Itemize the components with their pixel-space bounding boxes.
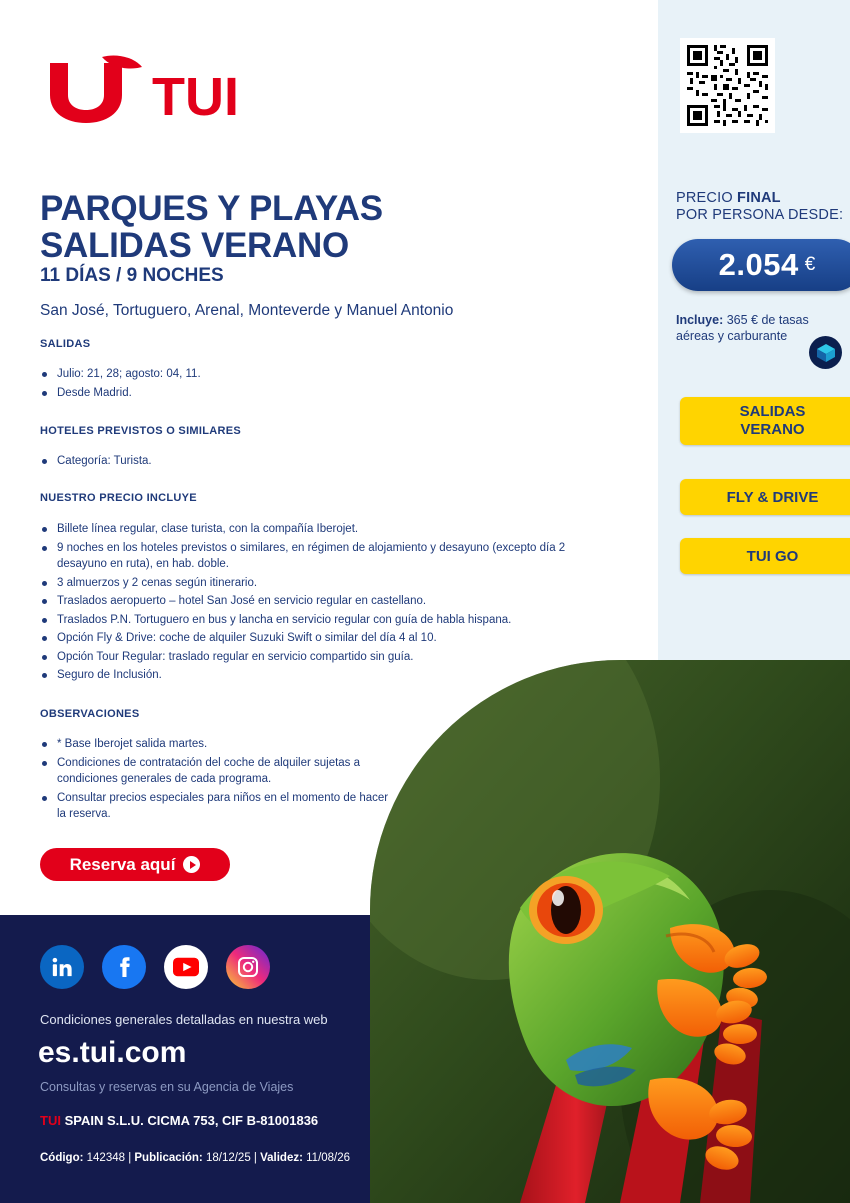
facebook-icon[interactable] — [102, 945, 146, 989]
reserve-button-label: Reserva aquí — [69, 854, 176, 874]
instagram-icon[interactable] — [226, 945, 270, 989]
trip-destinations: San José, Tortuguero, Arenal, Monteverde y Manuel Antonio — [40, 302, 454, 319]
price-label — [676, 190, 843, 224]
section-list-salidas — [40, 366, 600, 403]
footer-pub-value: 18/12/25 | — [202, 1152, 261, 1164]
qr-code-icon[interactable] — [680, 38, 775, 133]
list-item: Desde Madrid. — [40, 385, 600, 402]
price-amount: 2.054 — [718, 247, 799, 282]
list-item: Categoría: Turista. — [40, 453, 600, 470]
section-list-precio-incluye — [40, 521, 600, 686]
price-label-line2: POR PERSONA DESDE: — [676, 207, 844, 223]
page-title-line1: PARQUES Y PLAYAS — [40, 189, 383, 228]
footer-code-value: 142348 | — [83, 1152, 135, 1164]
list-item: Julio: 21, 28; agosto: 04, 11. — [40, 366, 600, 383]
page-title — [40, 190, 640, 264]
list-item: Billete línea regular, clase turista, con la compañía Iberojet. — [40, 521, 600, 538]
footer-legal — [40, 1113, 318, 1128]
tag-fly-and-drive[interactable]: FLY & DRIVE — [680, 479, 850, 515]
price-badge — [672, 239, 850, 291]
list-item: Condiciones de contratación del coche de alquiler sujetas a condiciones generales de cada programa. — [40, 755, 400, 788]
list-item: 3 almuerzos y 2 cenas según itinerario. — [40, 575, 600, 592]
trip-duration: 11 DÍAS / 9 NOCHES — [40, 265, 224, 286]
footer-conditions: Condiciones generales detalladas en nuestra web — [40, 1012, 328, 1027]
section-heading-hoteles: HOTELES PREVISTOS O SIMILARES — [40, 425, 242, 437]
social-links — [40, 945, 270, 989]
footer-legal-brand: TUI — [40, 1113, 61, 1128]
price-currency: € — [804, 254, 816, 275]
list-item: Traslados aeropuerto – hotel San José en servicio regular en castellano. — [40, 593, 600, 610]
list-item: * Base Iberojet salida martes. — [40, 736, 400, 753]
price-label-line1-bold: FINAL — [737, 190, 781, 206]
page-title-line2: SALIDAS VERANO — [40, 226, 349, 265]
section-list-hoteles — [40, 453, 600, 472]
tag-salidas-verano-line2: VERANO — [740, 421, 805, 438]
seal-icon — [809, 336, 842, 369]
youtube-icon[interactable] — [164, 945, 208, 989]
section-heading-observaciones: OBSERVACIONES — [40, 708, 140, 720]
footer-url[interactable]: es.tui.com — [38, 1036, 187, 1069]
tag-salidas-verano-line1: SALIDAS — [739, 403, 806, 420]
includes-label: Incluye: — [676, 313, 724, 327]
footer-agency: Consultas y reservas en su Agencia de Viajes — [40, 1080, 294, 1094]
tag-salidas-verano[interactable] — [680, 397, 850, 445]
linkedin-icon[interactable] — [40, 945, 84, 989]
section-heading-precio-incluye: NUESTRO PRECIO INCLUYE — [40, 492, 197, 504]
footer-code-line — [40, 1152, 350, 1164]
footer-code-label: Código: — [40, 1152, 84, 1164]
frog-photo — [370, 660, 850, 1203]
list-item: Consultar precios especiales para niños en el momento de hacer la reserva. — [40, 790, 400, 823]
section-list-observaciones — [40, 736, 400, 825]
list-item: 9 noches en los hoteles previstos o similares, en régimen de alojamiento y desayuno (excepto día 2 desayuno en ruta), en hab. doble. — [40, 540, 600, 573]
list-item: Seguro de Inclusión. — [40, 667, 600, 684]
footer-legal-text: SPAIN S.L.U. CICMA 753, CIF B-81001836 — [60, 1113, 319, 1128]
footer-validity-value: 11/08/26 — [302, 1152, 351, 1164]
tui-logo — [42, 55, 262, 130]
includes-text: 365 € de tasas aéreas y carburante — [676, 313, 809, 343]
price-label-line1-plain: PRECIO — [676, 190, 738, 206]
list-item: Opción Fly & Drive: coche de alquiler Suzuki Swift o similar del día 4 al 10. — [40, 630, 600, 647]
tag-tui-go[interactable]: TUI GO — [680, 538, 850, 574]
footer-validity-label: Validez: — [260, 1152, 303, 1164]
footer-pub-label: Publicación: — [134, 1152, 203, 1164]
list-item: Opción Tour Regular: traslado regular en servicio compartido sin guía. — [40, 649, 600, 666]
section-heading-salidas: SALIDAS — [40, 338, 91, 350]
play-icon — [183, 856, 200, 873]
svg-text:TUI: TUI — [152, 67, 239, 127]
reserve-button[interactable] — [40, 848, 230, 881]
list-item: Traslados P.N. Tortuguero en bus y lancha en servicio regular con guía de habla hispana. — [40, 612, 600, 629]
